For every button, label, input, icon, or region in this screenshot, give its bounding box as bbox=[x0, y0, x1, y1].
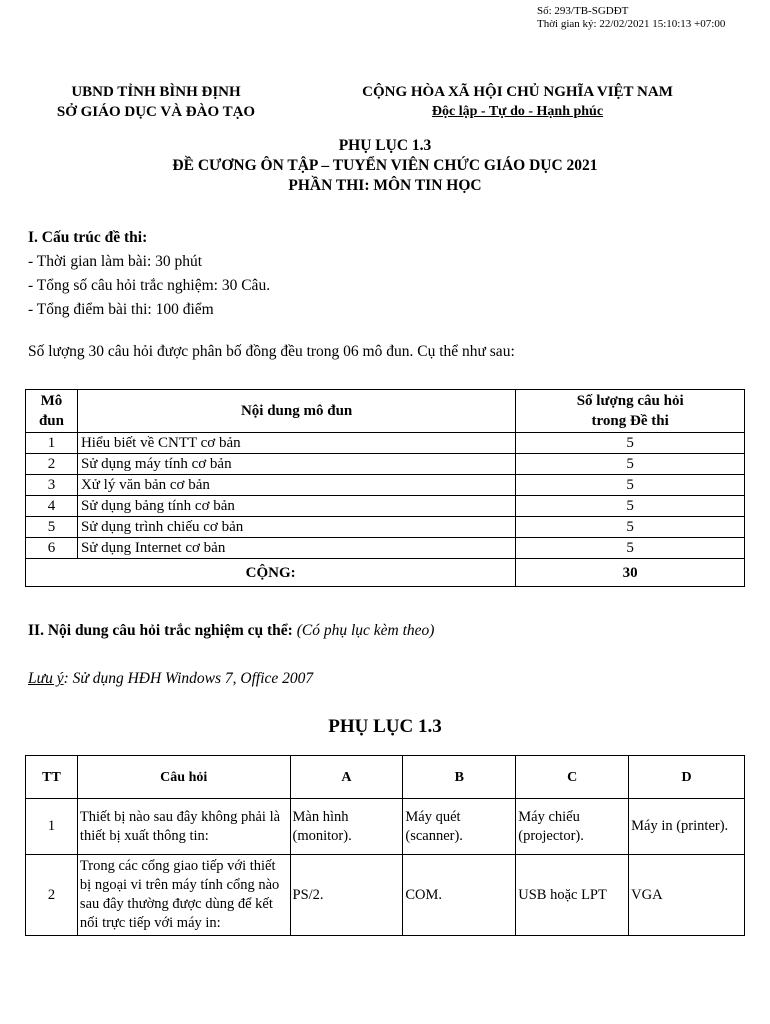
header-c: C bbox=[516, 756, 629, 799]
header-question-count bbox=[516, 390, 745, 433]
question-content-section bbox=[28, 622, 434, 640]
option-c: USB hoặc LPT bbox=[516, 855, 629, 936]
module-count: 5 bbox=[516, 496, 745, 517]
module-no: 4 bbox=[26, 496, 78, 517]
document-title bbox=[0, 136, 770, 196]
question-text: Thiết bị nào sau đây không phải là thiết bị xuất thông tin: bbox=[77, 799, 290, 855]
table-row bbox=[26, 475, 745, 496]
title-line1: PHỤ LỤC 1.3 bbox=[338, 137, 432, 154]
header-b: B bbox=[403, 756, 516, 799]
header-d: D bbox=[629, 756, 745, 799]
option-a: PS/2. bbox=[290, 855, 403, 936]
table-row bbox=[26, 538, 745, 559]
appendix-title: PHỤ LỤC 1.3 bbox=[328, 716, 442, 737]
structure-item: - Thời gian làm bài: 30 phút bbox=[28, 253, 203, 270]
note-label: Lưu ý bbox=[28, 670, 64, 687]
total-value: 30 bbox=[516, 559, 745, 587]
national-motto: Độc lập - Tự do - Hạnh phúc bbox=[431, 104, 604, 119]
module-no: 6 bbox=[26, 538, 78, 559]
option-c: Máy chiếu (projector). bbox=[516, 799, 629, 855]
national-title: CỘNG HÒA XÃ HỘI CHỦ NGHĨA VIỆT NAM bbox=[362, 84, 673, 100]
section2-heading: II. Nội dung câu hỏi trắc nghiệm cụ thể: bbox=[28, 622, 293, 639]
header-question: Câu hỏi bbox=[77, 756, 290, 799]
question-text: Trong các cổng giao tiếp với thiết bị ngoại vi trên máy tính cổng nào sau đây thường được dùng để kết nối trực tiếp với máy in: bbox=[77, 855, 290, 936]
signed-time: Thời gian ký: 22/02/2021 15:10:13 +07:00 bbox=[537, 18, 726, 30]
module-name: Sử dụng bảng tính cơ bản bbox=[77, 496, 515, 517]
module-count: 5 bbox=[516, 454, 745, 475]
total-row bbox=[26, 559, 745, 587]
module-name: Sử dụng Internet cơ bản bbox=[77, 538, 515, 559]
module-count: 5 bbox=[516, 517, 745, 538]
table-row bbox=[26, 433, 745, 454]
option-d: VGA bbox=[629, 855, 745, 936]
header-module-content: Nội dung mô đun bbox=[77, 390, 515, 433]
national-header bbox=[330, 82, 705, 122]
option-d: Máy in (printer). bbox=[629, 799, 745, 855]
distribution-intro: Số lượng 30 câu hỏi được phân bố đồng đều trong 06 mô đun. Cụ thể như sau: bbox=[28, 343, 515, 360]
title-line2: ĐỀ CƯƠNG ÔN TẬP – TUYỂN VIÊN CHỨC GIÁO DỤC 2021 bbox=[172, 157, 598, 174]
module-no: 2 bbox=[26, 454, 78, 475]
header-question-count-line2: trong Đề thi bbox=[591, 413, 669, 429]
table-row bbox=[26, 454, 745, 475]
header-module-no bbox=[26, 390, 78, 433]
note-text: : Sử dụng HĐH Windows 7, Office 2007 bbox=[63, 670, 314, 687]
header-tt: TT bbox=[26, 756, 78, 799]
module-count: 5 bbox=[516, 475, 745, 496]
module-no: 5 bbox=[26, 517, 78, 538]
usage-note bbox=[28, 670, 313, 688]
module-name: Hiểu biết về CNTT cơ bản bbox=[77, 433, 515, 454]
issuer-header bbox=[36, 82, 276, 122]
module-table bbox=[25, 389, 745, 587]
module-name: Xử lý văn bản cơ bản bbox=[77, 475, 515, 496]
table-row bbox=[26, 855, 745, 936]
question-number: 1 bbox=[26, 799, 78, 855]
structure-item: - Tổng số câu hỏi trắc nghiệm: 30 Câu. bbox=[28, 277, 271, 294]
table-row bbox=[26, 517, 745, 538]
issuer-line2: SỞ GIÁO DỤC VÀ ĐÀO TẠO bbox=[56, 104, 256, 120]
question-number: 2 bbox=[26, 855, 78, 936]
module-no: 3 bbox=[26, 475, 78, 496]
header-a: A bbox=[290, 756, 403, 799]
option-b: Máy quét (scanner). bbox=[403, 799, 516, 855]
module-name: Sử dụng trình chiếu cơ bản bbox=[77, 517, 515, 538]
question-table-header bbox=[26, 756, 745, 799]
issuer-line1: UBND TỈNH BÌNH ĐỊNH bbox=[71, 84, 241, 100]
section2-note: (Có phụ lục kèm theo) bbox=[296, 622, 435, 639]
document-number: Số: 293/TB-SGDĐT bbox=[537, 5, 629, 17]
question-table bbox=[25, 755, 745, 936]
module-name: Sử dụng máy tính cơ bản bbox=[77, 454, 515, 475]
module-no: 1 bbox=[26, 433, 78, 454]
module-count: 5 bbox=[516, 433, 745, 454]
structure-item: - Tổng điểm bài thi: 100 điểm bbox=[28, 301, 214, 318]
module-table-header bbox=[26, 390, 745, 433]
option-b: COM. bbox=[403, 855, 516, 936]
table-row bbox=[26, 799, 745, 855]
option-a: Màn hình (monitor). bbox=[290, 799, 403, 855]
header-module-no-line1: Mô bbox=[40, 393, 63, 409]
exam-structure-section bbox=[28, 226, 270, 322]
section1-heading: I. Cấu trúc đề thi: bbox=[28, 229, 148, 246]
header-module-no-line2: đun bbox=[38, 413, 64, 429]
module-count: 5 bbox=[516, 538, 745, 559]
title-line3: PHẦN THI: MÔN TIN HỌC bbox=[288, 177, 482, 194]
total-label: CỘNG: bbox=[26, 559, 516, 587]
signature-stamp bbox=[537, 5, 725, 31]
header-question-count-line1: Số lượng câu hỏi bbox=[576, 393, 684, 409]
table-row bbox=[26, 496, 745, 517]
